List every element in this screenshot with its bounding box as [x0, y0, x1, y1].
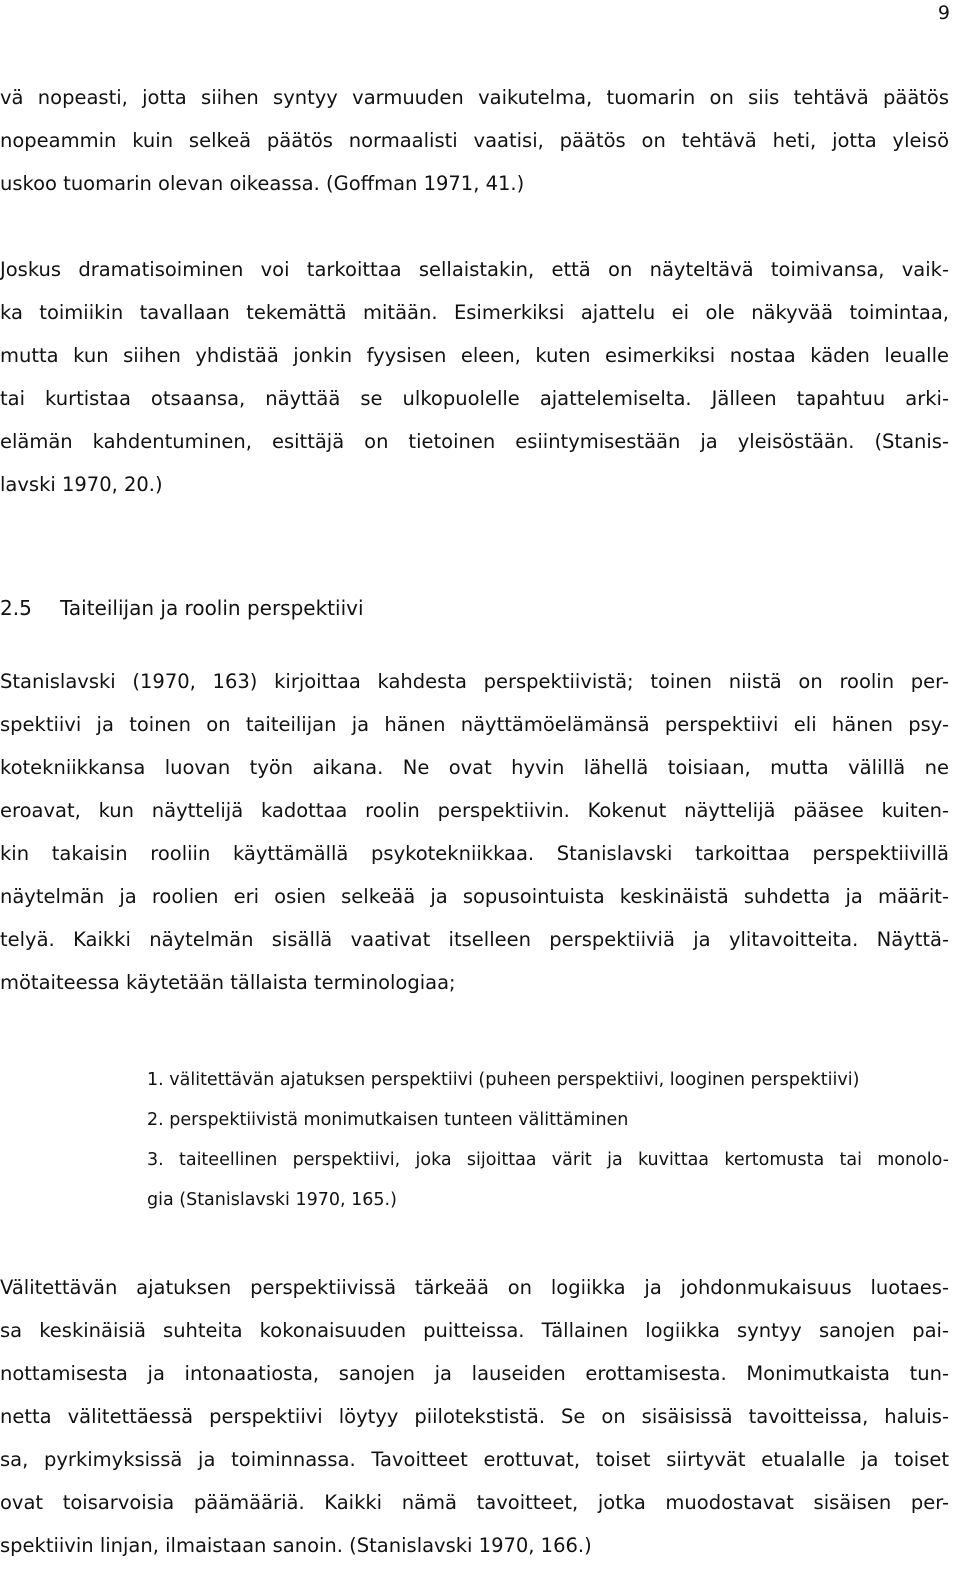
section-title: Taiteilijan ja roolin perspektiivi [60, 596, 364, 620]
paragraph-line: kin takaisin rooliin käyttämällä psykotekniikkaa. Stanislavski tarkoittaa perspektiivillä [0, 842, 949, 865]
list-item: gia (Stanislavski 1970, 165.) [147, 1190, 397, 1210]
paragraph-line: nottamisesta ja intonaatiosta, sanojen ja lauseiden erottamisesta. Monimutkaista tun- [0, 1362, 949, 1385]
paragraph-line: vä nopeasti, jotta siihen syntyy varmuuden vaikutelma, tuomarin on siis tehtävä päätös [0, 86, 949, 109]
paragraph-line: sa, pyrkimyksissä ja toiminnassa. Tavoitteet erottuvat, toiset siirtyvät etualalle ja toiset [0, 1448, 949, 1471]
paragraph-line: spektiivin linjan, ilmaistaan sanoin. (Stanislavski 1970, 166.) [0, 1534, 592, 1557]
paragraph-line: eroavat, kun näyttelijä kadottaa roolin perspektiivin. Kokenut näyttelijä pääsee kuiten- [0, 799, 949, 822]
paragraph-line: sa keskinäisiä suhteita kokonaisuuden puitteissa. Tällainen logiikka syntyy sanojen pai- [0, 1319, 949, 1342]
paragraph-line: spektiivi ja toinen on taiteilijan ja hänen näyttämöelämänsä perspektiivi eli hänen psy- [0, 713, 949, 736]
paragraph-line: Joskus dramatisoiminen voi tarkoittaa sellaistakin, että on näyteltävä toimivansa, vaik- [0, 258, 949, 281]
paragraph-line: näytelmän ja roolien eri osien selkeää ja sopusointuista keskinäistä suhdetta ja määrit- [0, 885, 949, 908]
paragraph-line: netta välitettäessä perspektiivi löytyy piilotekstistä. Se on sisäisissä tavoitteissa, haluis- [0, 1405, 949, 1428]
section-number: 2.5 [0, 596, 32, 620]
page-number: 9 [937, 2, 950, 24]
paragraph-line: ka toimiikin tavallaan tekemättä mitään. Esimerkiksi ajattelu ei ole näkyvää toimintaa, [0, 301, 949, 324]
section-heading [0, 596, 364, 620]
paragraph-line: lavski 1970, 20.) [0, 473, 163, 496]
paragraph-line: uskoo tuomarin olevan oikeassa. (Goffman 1971, 41.) [0, 172, 525, 195]
paragraph-line: ovat toisarvoisia päämääriä. Kaikki nämä tavoitteet, jotka muodostavat sisäisen per- [0, 1491, 949, 1514]
paragraph-line: elämän kahdentuminen, esittäjä on tietoinen esiintymisestään ja yleisöstään. (Stanis- [0, 430, 949, 453]
paragraph-line: Stanislavski (1970, 163) kirjoittaa kahdesta perspektiivistä; toinen niistä on roolin per- [0, 670, 949, 693]
paragraph-line: mötaiteessa käytetään tällaista terminologiaa; [0, 971, 456, 994]
paragraph-line: telyä. Kaikki näytelmän sisällä vaativat itselleen perspektiiviä ja ylitavoitteita. Näyttä- [0, 928, 949, 951]
list-item: 2. perspektiivistä monimutkaisen tunteen välittäminen [147, 1110, 629, 1130]
list-item: 3. taiteellinen perspektiivi, joka sijoittaa värit ja kuvittaa kertomusta tai monolo- [147, 1150, 949, 1170]
list-item: 1. välitettävän ajatuksen perspektiivi (puheen perspektiivi, looginen perspektiivi) [147, 1070, 860, 1090]
paragraph-line: Välitettävän ajatuksen perspektiivissä tärkeää on logiikka ja johdonmukaisuus luotaes- [0, 1276, 949, 1299]
paragraph-line: kotekniikkansa luovan työn aikana. Ne ovat hyvin lähellä toisiaan, mutta välillä ne [0, 756, 949, 779]
paragraph-line: nopeammin kuin selkeä päätös normaalisti vaatisi, päätös on tehtävä heti, jotta yleisö [0, 129, 949, 152]
paragraph-line: tai kurtistaa otsaansa, näyttää se ulkopuolelle ajattelemiselta. Jälleen tapahtuu arki- [0, 387, 949, 410]
paragraph-line: mutta kun siihen yhdistää jonkin fyysisen eleen, kuten esimerkiksi nostaa käden leualle [0, 344, 949, 367]
